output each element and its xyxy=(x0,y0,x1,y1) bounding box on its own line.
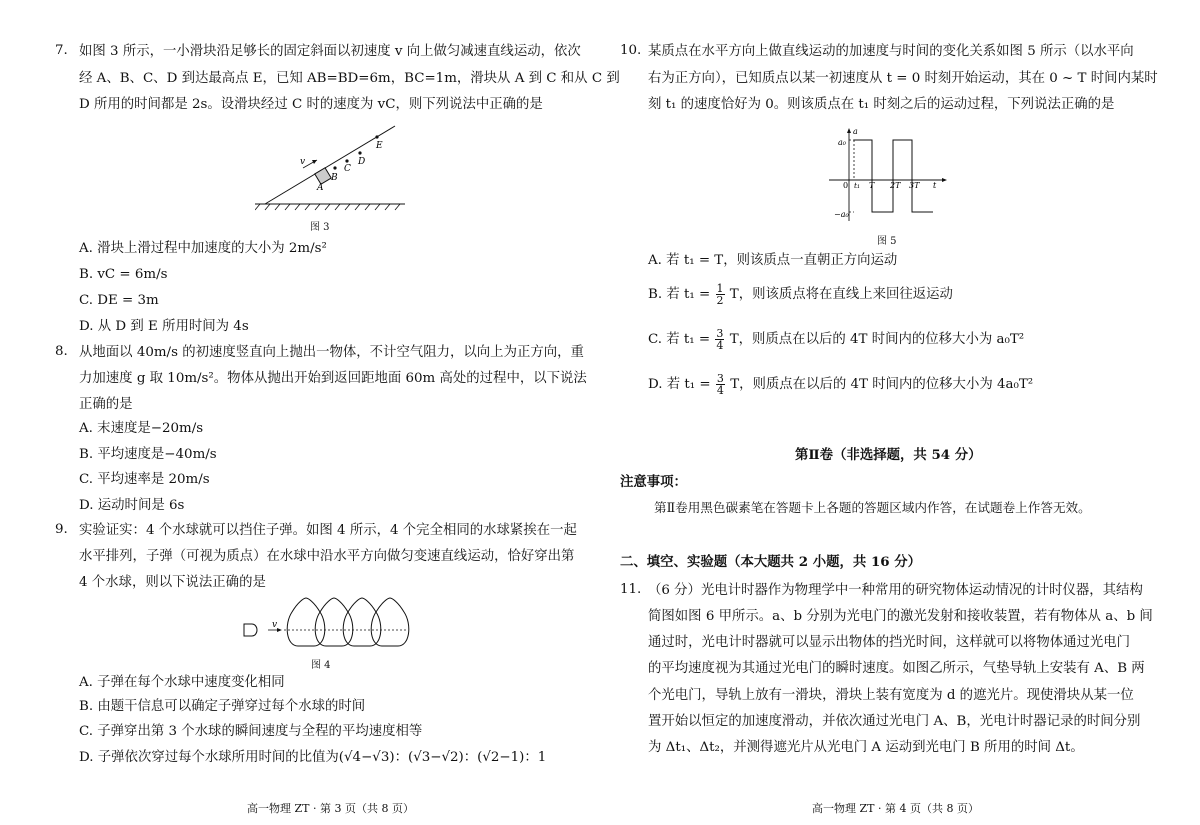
figure-4-water-balls xyxy=(242,594,412,652)
fig5-label-origin: 0 xyxy=(843,181,849,190)
fig5-label-3T: 3T xyxy=(909,181,920,190)
q8-line3: 正确的是 xyxy=(79,397,133,412)
q8-option-d: D. 运动时间是 6s xyxy=(79,498,185,513)
q7-option-c: C. DE = 3m xyxy=(79,293,159,308)
q7-number: 7. xyxy=(55,43,68,58)
frac-34-bottom: 4 xyxy=(716,339,724,352)
q10-option-d-suffix: T，则质点在以后的 4T 时间内的位移大小为 4a₀T² xyxy=(730,377,1034,392)
fig3-label-v: v xyxy=(300,157,306,167)
q10-option-b xyxy=(648,280,953,310)
q9-option-d: D. 子弹依次穿过每个水球所用时间的比值为(√4−√3)：(√3−√2)：(√2−1)：1 xyxy=(79,750,547,765)
fraction-three-quarters xyxy=(716,373,725,396)
footer-page-3: 高一物理 ZT · 第 3 页（共 8 页） xyxy=(247,802,414,815)
fraction-three-quarters xyxy=(715,328,724,351)
q8-line2: 力加速度 g 取 10m/s²。物体从抛出开始到返回距地面 60m 高处的过程中，以下说法 xyxy=(79,371,587,386)
q7-option-a: A. 滑块上滑过程中加速度的大小为 2m/s² xyxy=(79,241,327,256)
q9-option-a: A. 子弹在每个水球中速度变化相同 xyxy=(79,675,285,690)
part-2-title: 第Ⅱ卷（非选择题，共 54 分） xyxy=(795,447,982,463)
notice-title: 注意事项： xyxy=(620,474,687,490)
frac-34-bottom: 4 xyxy=(716,384,724,397)
fig5-label-T: T xyxy=(869,181,875,190)
fig5-label-neg-a0: −a₀ xyxy=(834,210,849,219)
q8-option-b: B. 平均速度是−40m/s xyxy=(79,447,217,462)
q9-number: 9. xyxy=(55,522,68,537)
figure-4-caption: 图 4 xyxy=(311,660,331,671)
frac-half-bottom: 2 xyxy=(716,294,724,307)
q10-option-b-suffix: T，则该质点将在直线上来回往返运动 xyxy=(729,287,953,302)
fig3-label-c: C xyxy=(344,164,351,174)
q11-line3: 通过时，光电计时器就可以显示出物体的挡光时间，这样就可以将物体通过光电门 xyxy=(648,635,1131,650)
fig3-label-e: E xyxy=(376,141,383,151)
q8-option-c: C. 平均速率是 20m/s xyxy=(79,472,210,487)
footer-page-4: 高一物理 ZT · 第 4 页（共 8 页） xyxy=(812,802,979,815)
q9-option-c: C. 子弹穿出第 3 个水球的瞬间速度与全程的平均速度相等 xyxy=(79,724,423,739)
left-page xyxy=(55,0,620,825)
figure-3-incline xyxy=(255,118,405,213)
q10-number: 10. xyxy=(620,43,642,58)
fig5-label-t: t xyxy=(933,181,937,190)
q11-line4: 的平均速度视为其通过光电门的瞬时速度。如图乙所示，气垫导轨上安装有 A、B 两 xyxy=(648,661,1145,676)
figure-3-caption: 图 3 xyxy=(310,222,330,233)
q10-line1: 某质点在水平方向上做直线运动的加速度与时间的变化关系如图 5 所示（以水平向 xyxy=(648,44,1134,59)
q9-line1: 实验证实：4 个水球就可以挡住子弹。如图 4 所示，4 个完全相同的水球紧挨在一起 xyxy=(79,523,577,538)
q7-option-b: B. vC = 6m/s xyxy=(79,267,168,282)
right-page xyxy=(620,0,1160,825)
q9-line3: 4 个水球，则以下说法正确的是 xyxy=(79,575,266,590)
q9-option-b: B. 由题干信息可以确定子弹穿过每个水球的时间 xyxy=(79,699,366,714)
q11-number: 11. xyxy=(620,582,642,597)
q10-option-c-suffix: T，则质点在以后的 4T 时间内的位移大小为 a₀T² xyxy=(729,332,1025,347)
frac-half-top: 1 xyxy=(716,282,724,295)
q10-option-d-prefix: D. 若 t₁ = xyxy=(648,377,711,392)
section-2-title: 二、填空、实验题（本大题共 2 小题，共 16 分） xyxy=(620,554,922,570)
q7-line1: 如图 3 所示，一小滑块沿足够长的固定斜面以初速度 v 向上做匀减速直线运动，依次 xyxy=(79,44,581,59)
q10-line3: 刻 t₁ 的速度恰好为 0。则该质点在 t₁ 时刻之后的运动过程，下列说法正确的是 xyxy=(648,97,1115,112)
fig3-label-d: D xyxy=(358,157,366,167)
q7-line2: 经 A、B、C、D 到达最高点 E，已知 AB=BD=6m，BC=1m，滑块从 A 到 C 和从 C 到 xyxy=(79,71,620,86)
frac-34-top: 3 xyxy=(716,327,724,340)
q11-line2: 简图如图 6 甲所示。a、b 分别为光电门的激光发射和接收装置，若有物体从 a、b 间 xyxy=(648,609,1153,624)
fig5-label-a0: a₀ xyxy=(838,138,846,147)
fig4-label-v: v xyxy=(272,620,278,630)
q10-option-a: A. 若 t₁ = T，则该质点一直朝正方向运动 xyxy=(648,253,898,268)
q10-option-d xyxy=(648,370,1033,400)
q8-number: 8. xyxy=(55,344,68,359)
q11-line7: 为 Δt₁、Δt₂，并测得遮光片从光电门 A 运动到光电门 B 所用的时间 Δt。 xyxy=(648,740,1084,755)
fig3-label-b: B xyxy=(331,173,338,183)
q9-line2: 水平排列，子弹（可视为质点）在水球中沿水平方向做匀变速直线运动，恰好穿出第 xyxy=(79,549,575,564)
fig5-axis-a: a xyxy=(853,127,858,136)
q10-line2: 右为正方向），已知质点以某一初速度从 t = 0 时刻开始运动，其在 0 ~ T 时间内某时 xyxy=(648,71,1158,86)
q10-option-c xyxy=(648,325,1024,355)
fig3-label-a: A xyxy=(317,183,324,193)
fig5-label-t1: t₁ xyxy=(854,181,861,190)
q10-option-b-prefix: B. 若 t₁ = xyxy=(648,287,711,302)
fig5-label-2T: 2T xyxy=(890,181,901,190)
q11-line6: 置开始以恒定的加速度滑动，并依次通过光电门 A、B，光电计时器记录的时间分别 xyxy=(648,714,1141,729)
frac-34-top: 3 xyxy=(716,372,724,385)
q11-line5: 个光电门，导轨上放有一滑块，滑块上装有宽度为 d 的遮光片。现使滑块从某一位 xyxy=(648,688,1134,703)
q10-option-c-prefix: C. 若 t₁ = xyxy=(648,332,711,347)
q7-option-d: D. 从 D 到 E 所用时间为 4s xyxy=(79,319,249,334)
notice-body: 第Ⅱ卷用黑色碳素笔在答题卡上各题的答题区域内作答，在试题卷上作答无效。 xyxy=(654,500,1091,515)
q11-line1: （6 分）光电计时器作为物理学中一种常用的研究物体运动情况的计时仪器，其结构 xyxy=(648,583,1143,598)
q8-line1: 从地面以 40m/s 的初速度竖直向上抛出一物体，不计空气阻力，以向上为正方向，重 xyxy=(79,345,584,360)
figure-5-acceleration-graph xyxy=(825,124,950,224)
q7-line3: D 所用的时间都是 2s。设滑块经过 C 时的速度为 vC，则下列说法中正确的是 xyxy=(79,97,543,112)
figure-5-caption: 图 5 xyxy=(877,236,897,247)
q8-option-a: A. 末速度是−20m/s xyxy=(79,421,204,436)
fraction-one-half xyxy=(716,283,725,306)
